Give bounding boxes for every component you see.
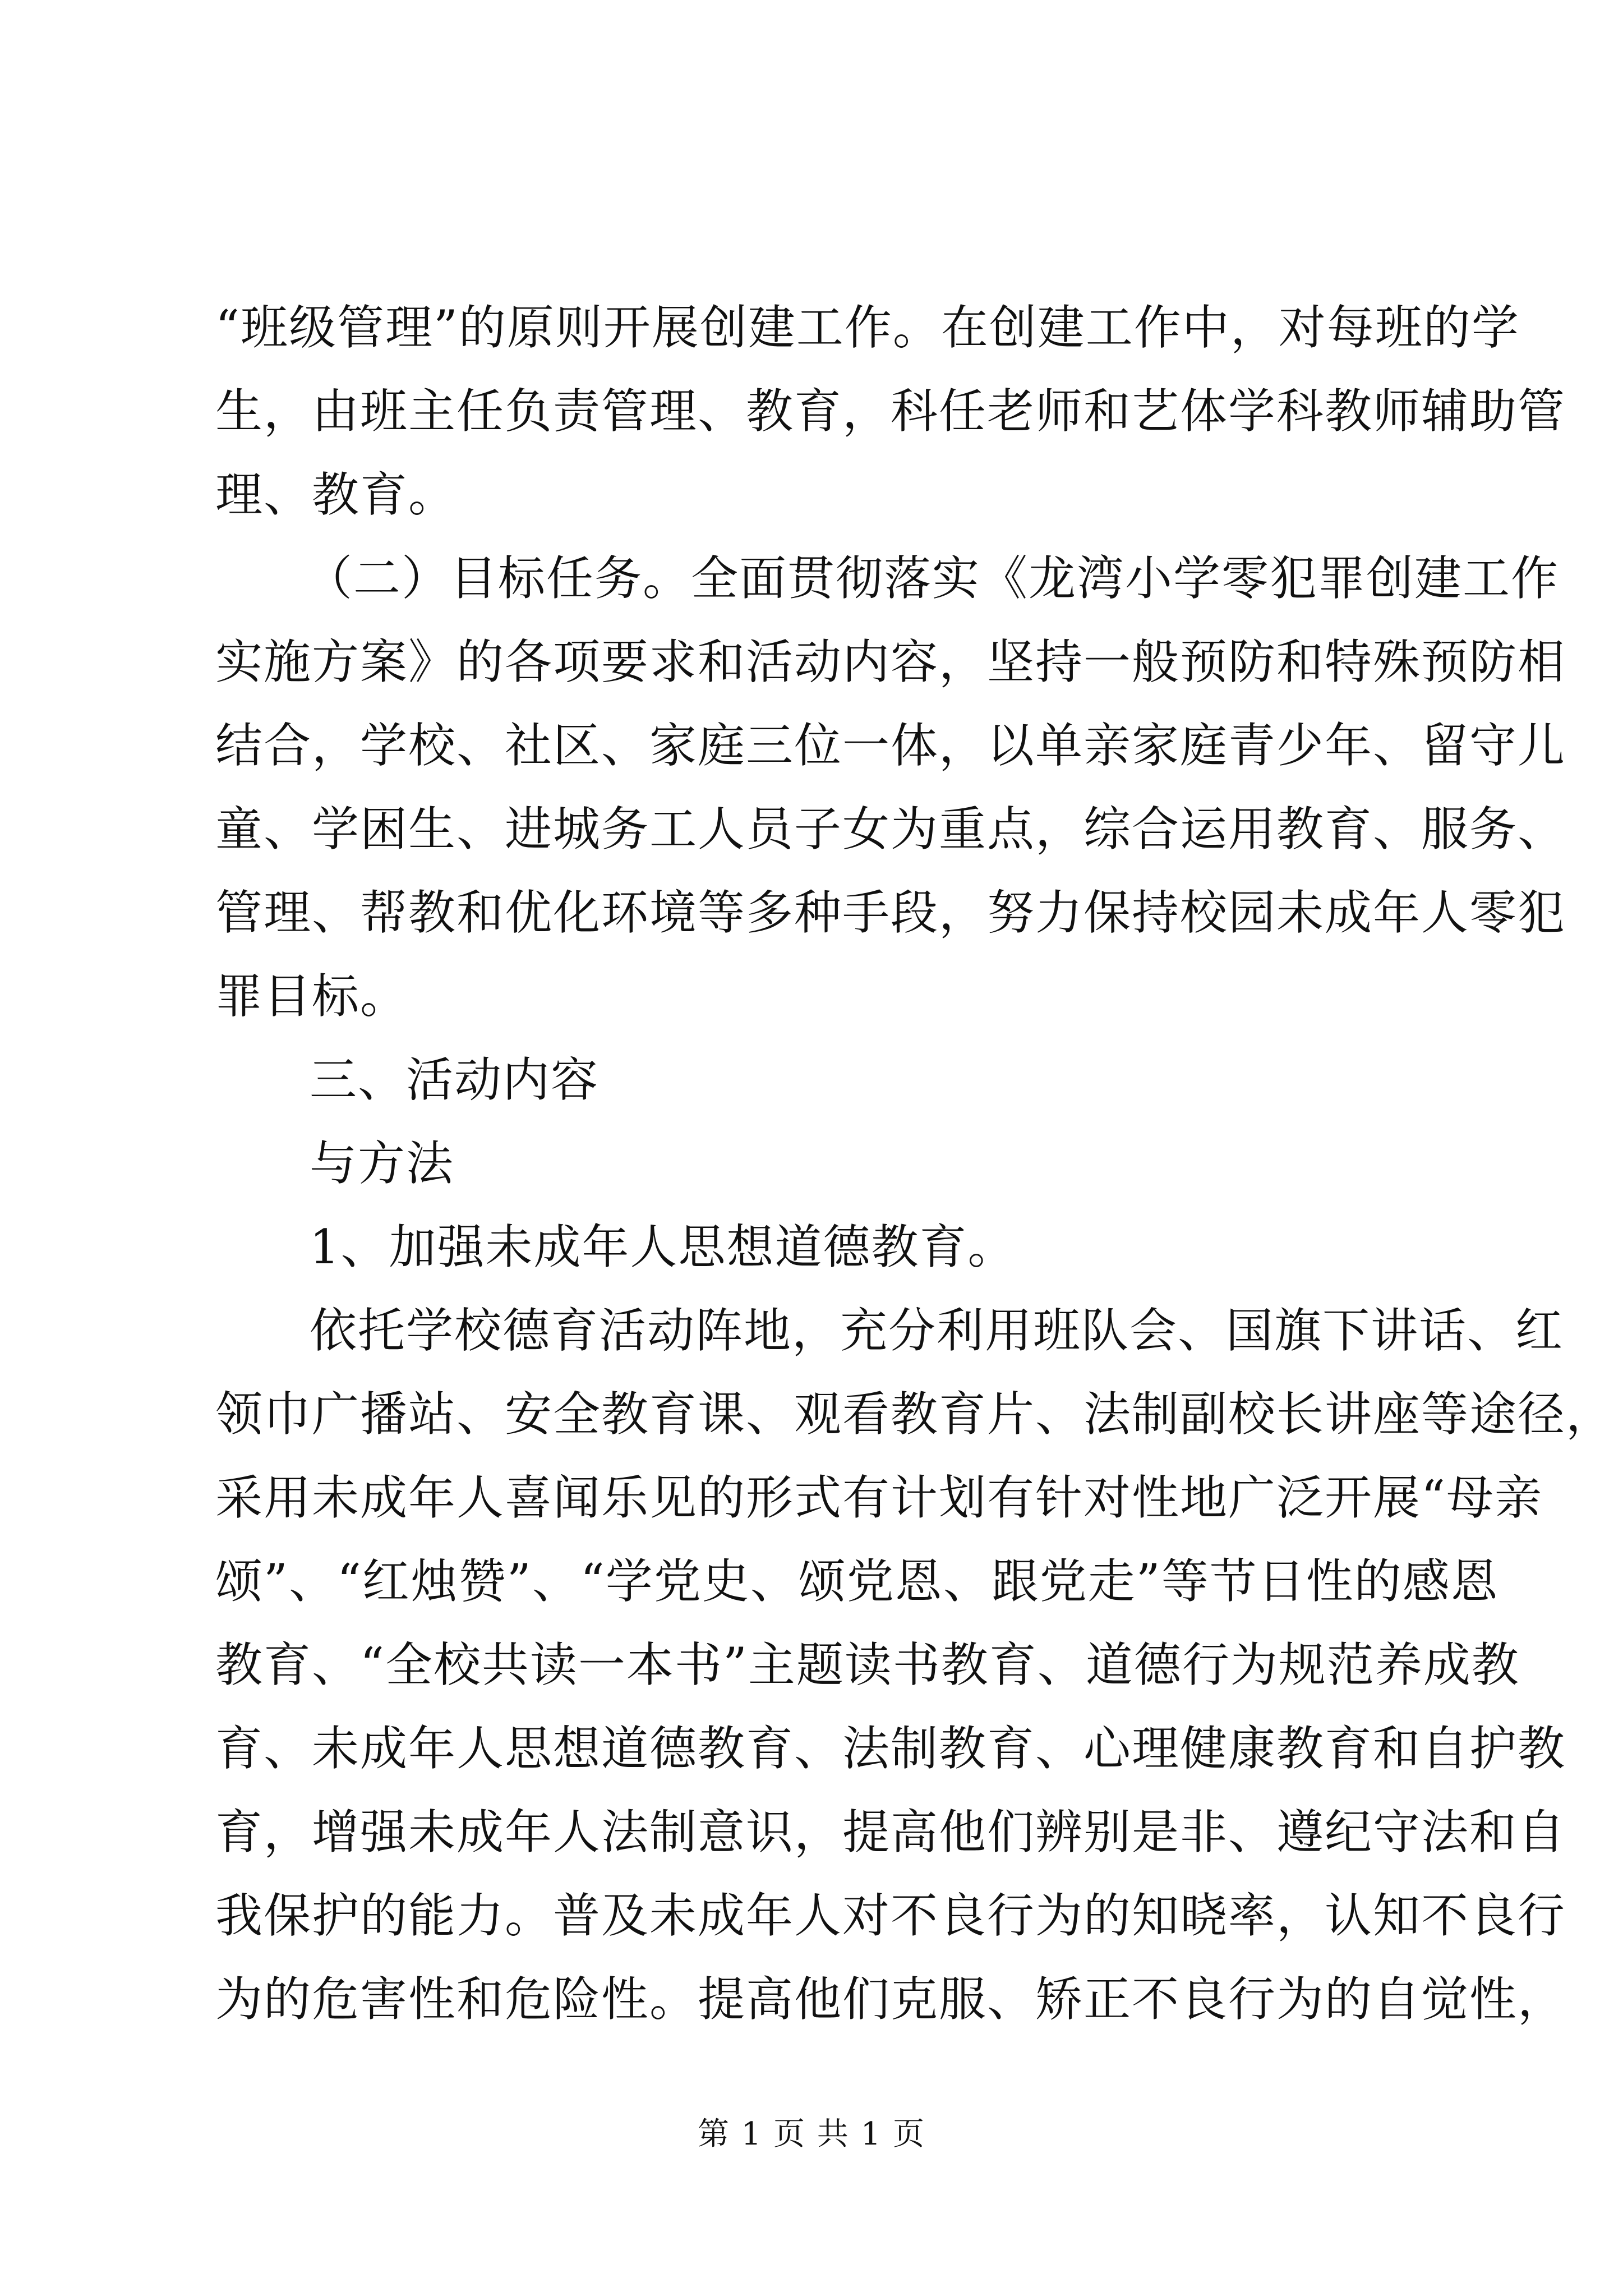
text-line: 教育、“全校共读一本书”主题读书教育、道德行为规范养成教 xyxy=(215,1637,1520,1692)
subsection-heading: 1、加强未成年人思想道德教育。 xyxy=(310,1220,1016,1274)
document-body xyxy=(215,286,1615,2041)
text-line: 育、未成年人思想道德教育、法制教育、心理健康教育和自护教 xyxy=(215,1721,1566,1776)
section-heading: 与方法 xyxy=(310,1136,455,1191)
text-line: 结合，学校、社区、家庭三位一体，以单亲家庭青少年、留守儿 xyxy=(215,718,1566,773)
text-line: 罪目标。 xyxy=(215,969,409,1024)
section-heading: 三、活动内容 xyxy=(310,1052,600,1107)
text-line: 依托学校德育活动阵地，充分利用班队会、国旗下讲话、红 xyxy=(310,1303,1564,1358)
text-line: 颂”、“红烛赞”、“学党史、颂党恩、跟党走”等节日性的感恩 xyxy=(215,1554,1499,1609)
text-line: 生，由班主任负责管理、教育，科任老师和艺体学科教师辅助管 xyxy=(215,384,1566,439)
text-line: “班级管理”的原则开展创建工作。在创建工作中，对每班的学 xyxy=(215,300,1520,355)
text-line: 领巾广播站、安全教育课、观看教育片、法制副校长讲座等途径， xyxy=(215,1387,1615,1442)
text-line: 管理、帮教和优化环境等多种手段，努力保持校园未成年人零犯 xyxy=(215,885,1566,940)
page-number-label: 第 1 页 共 1 页 xyxy=(697,2116,926,2152)
text-line: 育，增强未成年人法制意识，提高他们辨别是非、遵纪守法和自 xyxy=(215,1805,1566,1860)
text-line: 我保护的能力。普及未成年人对不良行为的知晓率，认知不良行 xyxy=(215,1888,1566,1943)
text-line: 实施方案》的各项要求和活动内容，坚持一般预防和特殊预防相 xyxy=(215,634,1566,689)
text-line: 童、学困生、进城务工人员子女为重点，综合运用教育、服务、 xyxy=(215,802,1566,857)
text-line: 为的危害性和危险性。提高他们克服、矫正不良行为的自觉性， xyxy=(215,1972,1566,2027)
text-line: （二）目标任务。全面贯彻落实《龙湾小学零犯罪创建工作 xyxy=(305,551,1560,606)
text-line: 采用未成年人喜闻乐见的形式有计划有针对性地广泛开展“母亲 xyxy=(215,1470,1543,1525)
text-line: 理、教育。 xyxy=(215,467,457,522)
page-footer xyxy=(0,2109,1623,2154)
